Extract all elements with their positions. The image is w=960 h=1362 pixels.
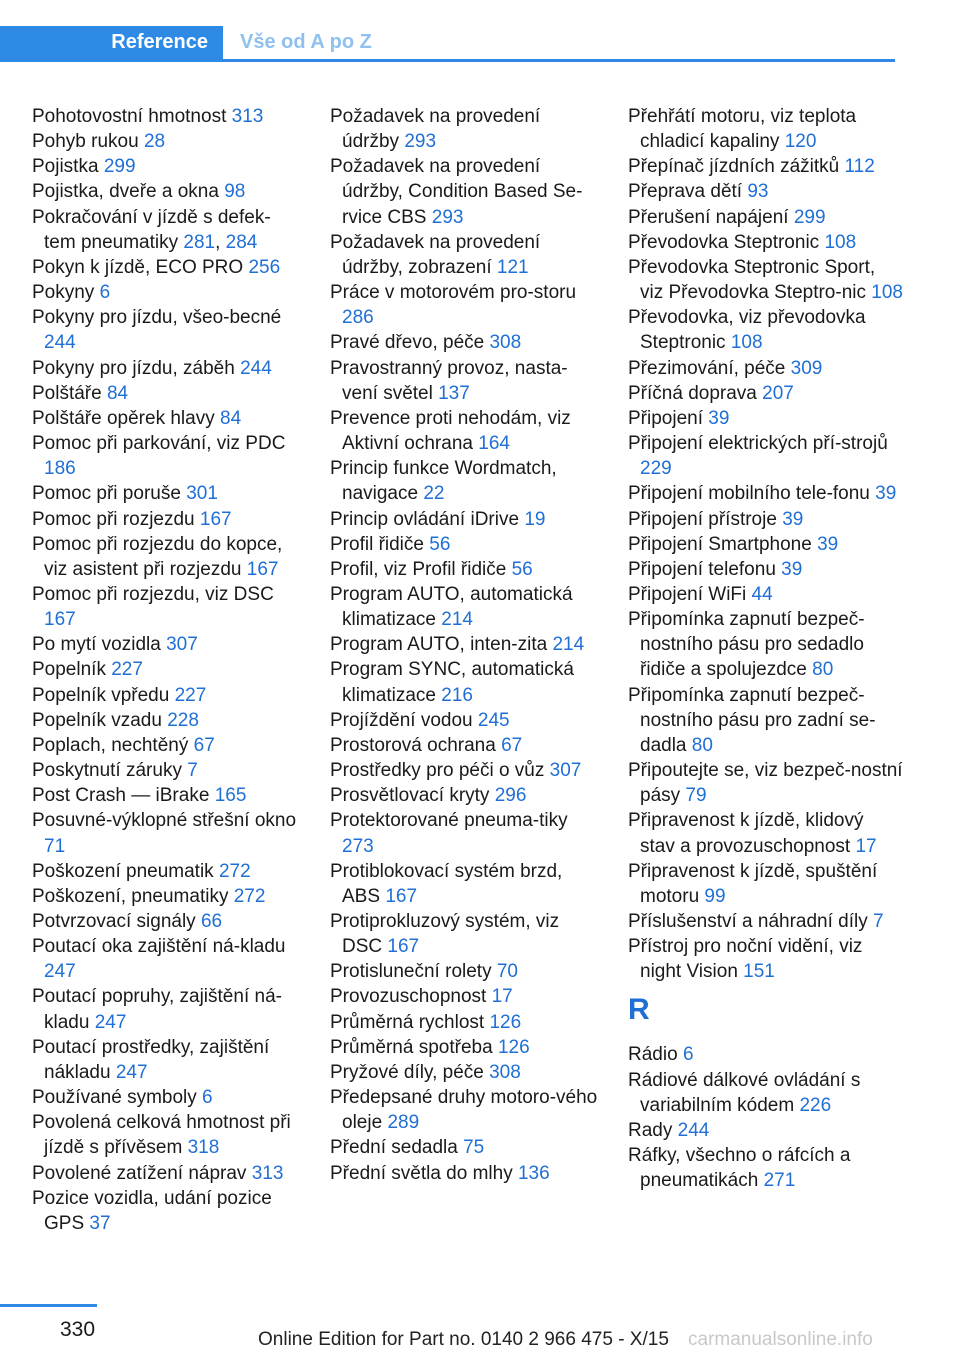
index-term: Průměrná spotřeba	[330, 1036, 493, 1058]
index-term: Připojení mobilního tele-fonu	[628, 483, 870, 505]
index-entry: Pokračování v jízdě s defek-tem pneumatiky 281, 284	[32, 206, 271, 253]
index-term: Připojení WiFi	[628, 583, 747, 605]
index-entry	[32, 632, 300, 657]
index-entry	[32, 582, 300, 632]
index-entry	[628, 582, 903, 607]
index-entry	[628, 406, 903, 431]
index-term: Přední sedadla	[330, 1137, 458, 1159]
index-entry	[628, 758, 903, 808]
page-link[interactable]: 309	[790, 357, 823, 379]
index-term: Pomoc při rozjezdu do kopce, viz asistent při rozjezdu	[32, 533, 283, 580]
page-link[interactable]: 84	[220, 407, 242, 429]
page-number: 330	[60, 1318, 96, 1341]
page-link[interactable]: 39	[782, 508, 804, 530]
index-term: Poškození, pneumatiky	[32, 885, 229, 907]
index-term: Prevence proti nehodám, viz Aktivní ochrana	[330, 407, 571, 455]
index-entry	[628, 557, 903, 582]
index-term: Poskytnutí záruky	[32, 760, 182, 782]
edition-note: Online Edition for Part no. 0140 2 966 475 - X/15	[258, 1329, 669, 1350]
index-entry	[330, 230, 598, 280]
index-term: Profil řidiče	[330, 533, 424, 555]
tab-reference[interactable]: Reference	[0, 26, 223, 62]
page-link[interactable]: 7	[873, 911, 884, 932]
index-entry	[330, 104, 598, 154]
index-entry	[32, 1035, 300, 1085]
index-term: Připomínka zapnutí bezpeč-nostního pásu pro zadní se-dadla	[628, 684, 876, 756]
index-term: Požadavek na provedení údržby, zobrazení	[330, 231, 541, 278]
index-term: Poplach, nechtěný	[32, 734, 189, 756]
index-term: Přerušení napájení	[628, 206, 789, 228]
index-term: Pohotovostní hmotnost	[32, 106, 227, 127]
page-link[interactable]: 80	[812, 659, 834, 681]
index-entry	[330, 657, 598, 707]
index-term: Pomoc při poruše	[32, 483, 181, 505]
index-entry	[330, 280, 598, 330]
page-link[interactable]: 207	[762, 382, 794, 404]
page-link[interactable]: 165	[214, 785, 247, 807]
index-term: Program AUTO, automatická klimatizace	[330, 583, 573, 631]
index-term: Polštáře opěrek hlavy	[32, 407, 215, 429]
index-entry	[330, 909, 598, 959]
page-link[interactable]: 39	[817, 533, 839, 555]
index-entry	[330, 456, 598, 506]
index-entry	[330, 859, 598, 909]
index-entry	[628, 381, 903, 406]
index-term: Požadavek na provedení údržby, Condition Based Se-rvice CBS	[330, 156, 583, 228]
page-link[interactable]: 6	[202, 1087, 213, 1109]
index-entry	[330, 959, 598, 984]
index-entry	[330, 708, 598, 733]
page-link[interactable]: 108	[871, 282, 903, 304]
page-link[interactable]: 17	[855, 835, 877, 857]
index-term: Připravenost k jízdě, spuštění motoru	[628, 860, 878, 907]
index-term: Připomínka zapnutí bezpeč-nostního pásu pro sedadlo řidiče a spolujezdce	[628, 609, 865, 681]
page-link[interactable]: 70	[496, 961, 518, 983]
index-entry	[32, 406, 300, 431]
page-link[interactable]: 112	[844, 156, 875, 178]
index-entry	[32, 305, 300, 355]
index-entry	[32, 657, 300, 682]
index-term: Pokračování v jízdě s defek-tem pneumatiky	[32, 206, 271, 253]
index-entry	[628, 507, 903, 532]
index-entry	[330, 984, 598, 1009]
index-entry	[32, 129, 300, 154]
index-term: Poškození pneumatik	[32, 860, 214, 882]
index-entry	[628, 481, 903, 506]
index-term: Pravostranný provoz, nasta-vení světel	[330, 357, 568, 404]
index-term: Post Crash — iBrake	[32, 785, 210, 807]
index-entry	[32, 859, 300, 884]
index-term: Protiblokovací systém brzd, ABS	[330, 860, 563, 907]
page-link[interactable]: 214	[441, 609, 473, 631]
page-link[interactable]: 66	[200, 911, 223, 932]
index-entry	[330, 808, 598, 858]
page-link[interactable]: 281	[183, 231, 216, 253]
index-term: Protektorované pneuma-tiky	[330, 810, 568, 832]
index-term: Poutací popruhy, zajištění ná-kladu	[32, 986, 282, 1033]
page-link[interactable]: 67	[193, 734, 215, 756]
index-term: Prosvětlovací kryty	[330, 785, 490, 807]
page-link[interactable]: 226	[799, 1094, 832, 1116]
index-entry	[330, 1035, 598, 1060]
index-entry	[32, 808, 300, 858]
index-entry	[628, 1068, 903, 1118]
tab-all-a-to-z[interactable]: Vše od A po Z	[240, 31, 372, 53]
page-link[interactable]: 244	[240, 357, 272, 379]
index-entry	[32, 104, 300, 129]
page-link[interactable]: 39	[781, 558, 803, 580]
index-entry	[32, 909, 300, 934]
index-term: Přepínač jízdních zážitků	[628, 156, 840, 178]
index-column-1	[32, 104, 300, 1236]
index-term: Polštáře	[32, 382, 102, 404]
index-entry	[628, 104, 903, 154]
index-entry	[32, 154, 300, 179]
index-entry	[32, 431, 300, 481]
page-link[interactable]: 245	[477, 709, 510, 731]
page-link[interactable]: 37	[89, 1212, 111, 1234]
page-link[interactable]: 293	[431, 206, 464, 228]
index-entry	[628, 1042, 903, 1067]
page-link[interactable]: 136	[517, 1162, 550, 1184]
index-column-2	[330, 104, 598, 1186]
index-term: Průměrná rychlost	[330, 1011, 485, 1033]
page-link[interactable]: 39	[875, 483, 897, 505]
page-link[interactable]: 75	[463, 1137, 485, 1159]
page-link[interactable]: 93	[747, 181, 769, 203]
page-link[interactable]: 271	[763, 1170, 796, 1192]
page-link[interactable]: 126	[497, 1036, 530, 1058]
page-link[interactable]: 247	[94, 1011, 127, 1033]
index-entry	[628, 179, 903, 204]
index-term: Rady	[628, 1119, 673, 1141]
index-entry	[32, 1161, 300, 1186]
page-link[interactable]: 7	[187, 760, 198, 782]
index-term: Poutací oka zajištění ná-kladu	[32, 936, 286, 958]
index-term: Poutací prostředky, zajištění nákladu	[32, 1036, 270, 1083]
page-link[interactable]: 80	[691, 734, 713, 756]
footer-rule	[0, 1304, 97, 1307]
index-term: Převodovka, viz převodovka Steptronic	[628, 307, 866, 354]
page-link[interactable]: 186	[44, 458, 76, 480]
index-term: Pokyny pro jízdu, všeo-becné	[32, 307, 282, 329]
index-entry	[32, 1085, 300, 1110]
page-link[interactable]: 56	[511, 558, 533, 580]
index-entry	[628, 305, 903, 355]
page-link[interactable]: 216	[441, 684, 473, 706]
index-entry	[330, 783, 598, 808]
index-term: Pokyn k jízdě, ECO PRO	[32, 256, 244, 278]
index-entry	[628, 205, 903, 230]
page-link[interactable]: 84	[106, 382, 129, 404]
index-term: Příčná doprava	[628, 382, 757, 404]
index-term: Princip ovládání iDrive	[330, 508, 520, 530]
index-term: Popelník vpředu	[32, 684, 170, 706]
page-link[interactable]: 22	[423, 483, 445, 505]
page-link[interactable]: 289	[387, 1112, 420, 1134]
index-term: Připojení	[628, 407, 703, 429]
page-link[interactable]: 244	[677, 1119, 710, 1141]
page-link[interactable]: 108	[730, 332, 763, 354]
index-entry	[330, 1010, 598, 1035]
index-term: Posuvné-výklopné střešní okno	[32, 810, 297, 832]
page-link[interactable]: 296	[494, 785, 527, 807]
page-link[interactable]: 244	[44, 332, 76, 354]
index-term: Popelník	[32, 659, 106, 681]
page-link[interactable]: 247	[44, 961, 76, 983]
index-term: Rádio	[628, 1044, 678, 1066]
page-link[interactable]: 308	[489, 332, 522, 354]
index-term: Práce v motorovém pro-storu	[330, 282, 577, 304]
index-term: Potvrzovací signály	[32, 911, 196, 932]
index-entry	[330, 406, 598, 456]
index-term: Povolená celková hmotnost při jízdě s přívěsem	[32, 1112, 291, 1159]
page-link[interactable]: 284	[225, 231, 258, 253]
index-term: Pravé dřevo, péče	[330, 332, 485, 354]
page-link[interactable]: 247	[115, 1061, 148, 1083]
index-term: Používané symboly	[32, 1087, 197, 1109]
index-entry	[628, 934, 903, 984]
page-link[interactable]: 167	[385, 885, 418, 907]
page-link[interactable]: 79	[685, 785, 707, 807]
index-entry	[628, 230, 903, 255]
index-entry	[628, 154, 903, 179]
index-entry	[628, 607, 903, 682]
index-term: Povolené zatížení náprav	[32, 1162, 247, 1184]
page-link[interactable]: 67	[501, 734, 523, 756]
page-link[interactable]: 286	[342, 307, 374, 329]
page-link[interactable]: 229	[640, 458, 672, 480]
index-term: Protisluneční rolety	[330, 961, 492, 983]
index-term: Pozice vozidla, udání pozice GPS	[32, 1187, 272, 1234]
index-entry	[628, 1118, 903, 1143]
page-link[interactable]: 272	[233, 885, 266, 907]
index-entry	[628, 532, 903, 557]
index-term: Požadavek na provedení údržby	[330, 106, 541, 153]
index-entry	[330, 532, 598, 557]
index-term: Pojistka	[32, 156, 99, 178]
index-term: Připojení telefonu	[628, 558, 776, 580]
index-term: Projíždění vodou	[330, 709, 473, 731]
page-link[interactable]: 167	[387, 936, 420, 958]
index-entry	[330, 154, 598, 229]
index-column-3	[628, 104, 903, 1193]
page-link[interactable]: 6	[99, 282, 111, 304]
index-entry	[32, 179, 300, 204]
index-entry	[32, 733, 300, 758]
index-entry	[330, 1085, 598, 1135]
page-link[interactable]: 151	[743, 961, 775, 983]
page-link[interactable]: 227	[111, 659, 143, 681]
index-entry	[330, 1161, 598, 1186]
index-entry	[628, 683, 903, 758]
page-link[interactable]: 17	[491, 986, 513, 1008]
index-term: Pomoc při parkování, viz PDC	[32, 433, 286, 455]
index-entry	[330, 582, 598, 632]
index-entry	[628, 255, 903, 305]
index-term: Přeprava dětí	[628, 181, 743, 203]
index-entry	[32, 783, 300, 808]
page-link[interactable]: 307	[166, 634, 198, 656]
index-term: Přehřátí motoru, viz teplota chladicí kapaliny	[628, 106, 857, 153]
index-term: Přezimování, péče	[628, 357, 786, 379]
page-link[interactable]: 6	[682, 1044, 694, 1066]
index-entry	[330, 1060, 598, 1085]
index-entry	[628, 808, 903, 858]
index-entry	[330, 330, 598, 355]
header-rule	[0, 59, 895, 62]
index-term: Program AUTO, inten-zita	[330, 634, 548, 656]
index-entry	[32, 356, 300, 381]
index-letter-heading: R	[628, 993, 650, 1027]
index-term: Pomoc při rozjezdu	[32, 508, 195, 530]
index-term: Připojení Smartphone	[628, 533, 812, 555]
page-link[interactable]: 308	[489, 1061, 521, 1083]
page-link[interactable]: 98	[224, 181, 246, 203]
page-link[interactable]: 318	[187, 1137, 220, 1159]
index-term: Přístroj pro noční vidění, viz night Vision	[628, 936, 863, 983]
index-entry	[330, 557, 598, 582]
index-term: Pokyny pro jízdu, záběh	[32, 357, 235, 379]
index-entry	[330, 758, 598, 783]
index-entry	[32, 481, 300, 506]
index-entry	[628, 356, 903, 381]
index-term: Protiprokluzový systém, viz DSC	[330, 911, 560, 958]
index-entry	[330, 632, 598, 657]
page-link[interactable]: 227	[174, 684, 207, 706]
page-link[interactable]: 167	[44, 609, 76, 631]
index-entry	[628, 859, 903, 909]
index-entry	[32, 381, 300, 406]
index-term: Pryžové díly, péče	[330, 1061, 484, 1083]
page-link[interactable]: 71	[44, 835, 66, 857]
index-term: Rádiové dálkové ovládání s variabilním kódem	[628, 1069, 861, 1116]
index-term: Provozuschopnost	[330, 986, 487, 1008]
page-link[interactable]: 293	[404, 131, 437, 153]
page-link[interactable]: 313	[231, 106, 264, 127]
index-entry	[32, 1186, 300, 1236]
index-entry	[32, 507, 300, 532]
index-term: Připoutejte se, viz bezpeč-nostní pásy	[628, 760, 903, 807]
index-entry	[628, 1143, 903, 1193]
page-link[interactable]: 121	[496, 256, 529, 278]
index-entry	[330, 356, 598, 406]
page-link[interactable]: 99	[704, 885, 726, 907]
index-term: Převodovka Steptronic	[628, 231, 820, 253]
index-term: Prostorová ochrana	[330, 734, 496, 756]
page-link[interactable]: 228	[167, 709, 199, 731]
index-entry	[32, 280, 300, 305]
page-link[interactable]: 164	[478, 433, 510, 455]
header-tabs	[0, 26, 895, 62]
index-entry	[32, 934, 300, 984]
page-link[interactable]: 299	[793, 206, 826, 228]
page-link[interactable]: 313	[251, 1162, 284, 1184]
page-link[interactable]: 214	[552, 634, 585, 656]
page-link[interactable]: 256	[248, 256, 281, 278]
page-link[interactable]: 273	[342, 835, 374, 857]
page-link[interactable]: 126	[489, 1011, 522, 1033]
page-link[interactable]: 56	[429, 533, 451, 555]
page-link[interactable]: 120	[784, 131, 817, 153]
page-link[interactable]: 167	[246, 558, 279, 580]
page-link[interactable]: 167	[199, 508, 232, 530]
index-entry	[628, 909, 903, 934]
index-term: Pojistka, dveře a okna	[32, 181, 219, 203]
index-term: Příslušenství a náhradní díly	[628, 911, 868, 932]
index-term: Přední světla do mlhy	[330, 1162, 513, 1184]
page-link[interactable]: 44	[751, 583, 773, 605]
index-entry	[32, 984, 300, 1034]
index-term: Po mytí vozidla	[32, 634, 161, 656]
page-link[interactable]: 272	[218, 860, 251, 882]
index-term: Převodovka Steptronic Sport, viz Převodovka Steptro-nic	[628, 256, 876, 304]
index-term: Připravenost k jízdě, klidový stav a provozuschopnost	[628, 810, 864, 857]
index-term: Pokyny	[32, 282, 95, 304]
index-term: Připojení přístroje	[628, 508, 777, 530]
index-entry	[32, 1110, 300, 1160]
index-entry	[32, 884, 300, 909]
index-entry	[32, 683, 300, 708]
watermark: carmanualsonline.info	[688, 1329, 873, 1350]
page-link[interactable]: 39	[708, 407, 730, 429]
index-entry	[330, 507, 598, 532]
index-entry	[32, 758, 300, 783]
index-term: Profil, viz Profil řidiče	[330, 558, 507, 580]
page-link[interactable]: 108	[824, 231, 857, 253]
page-link[interactable]: 137	[438, 382, 470, 404]
page-link[interactable]: 301	[186, 483, 218, 505]
index-term: Připojení elektrických pří-strojů	[628, 433, 888, 455]
page-link[interactable]: 307	[549, 760, 582, 782]
index-entry	[32, 255, 300, 280]
index-term: Prostředky pro péči o vůz	[330, 760, 545, 782]
index-entry	[628, 431, 903, 481]
index-term: Popelník vzadu	[32, 709, 162, 731]
page-link[interactable]: 28	[143, 131, 166, 153]
index-term: Pomoc při rozjezdu, viz DSC	[32, 583, 274, 605]
index-term: Ráfky, všechno o ráfcích a pneumatikách	[628, 1145, 851, 1192]
index-entry	[330, 733, 598, 758]
index-entry	[32, 532, 300, 582]
page-link[interactable]: 299	[103, 156, 136, 178]
page-link[interactable]: 19	[524, 508, 546, 530]
index-term: Předepsané druhy motoro-vého oleje	[330, 1087, 598, 1134]
index-term: Princip funkce Wordmatch, navigace	[330, 458, 557, 505]
index-entry	[32, 708, 300, 733]
index-term: Program SYNC, automatická klimatizace	[330, 659, 574, 706]
index-entry	[330, 1135, 598, 1160]
index-term: Pohyb rukou	[32, 131, 139, 153]
